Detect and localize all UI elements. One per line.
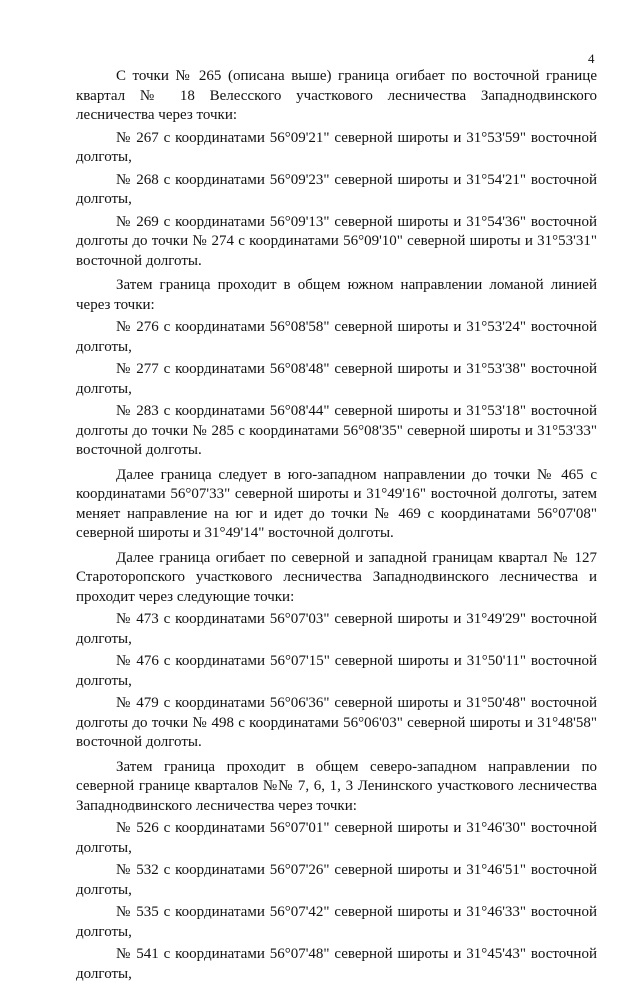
- page-number: 4: [588, 51, 595, 66]
- paragraph-point-269: № 269 с координатами 56°09'13" северной широты и 31°54'36" восточной долготы до точки № 274 с координатами 56°09'10" северной широты и 31°53'31" восточной долготы.: [76, 213, 597, 269]
- paragraph-point-473: № 473 с координатами 56°07'03" северной широты и 31°49'29" восточной долготы,: [76, 611, 597, 647]
- paragraph-point-532: № 532 с координатами 56°07'26" северной широты и 31°46'51" восточной долготы,: [76, 862, 597, 898]
- paragraph-quarter-127: Далее граница огибает по северной и западной границам квартал № 127 Старотoропского участкового лесничества Западнодвинского лесничества и проходит через следующие точки:: [76, 549, 597, 605]
- paragraph-point-535: № 535 с координатами 56°07'42" северной широты и 31°46'33" восточной долготы,: [76, 904, 597, 940]
- paragraph-point-526: № 526 с координатами 56°07'01" северной широты и 31°46'30" восточной долготы,: [76, 820, 597, 856]
- paragraph-point-277: № 277 с координатами 56°08'48" северной широты и 31°53'38" восточной долготы,: [76, 361, 597, 397]
- paragraph-point-276: № 276 с координатами 56°08'58" северной широты и 31°53'24" восточной долготы,: [76, 319, 597, 355]
- paragraph-point-541: № 541 с координатами 56°07'48" северной широты и 31°45'43" восточной долготы,: [76, 946, 597, 982]
- paragraph-point-476: № 476 с координатами 56°07'15" северной широты и 31°50'11" восточной долготы,: [76, 653, 597, 689]
- paragraph-intro: С точки № 265 (описана выше) граница огибает по восточной границе квартал № 18 Велесского участкового лесничества Западнодвинского лесничества через точки:: [76, 68, 597, 123]
- paragraph-point-283: № 283 с координатами 56°08'44" северной широты и 31°53'18" восточной долготы до точки № 285 с координатами 56°08'35" северной широты и 31°53'33" восточной долготы.: [76, 403, 597, 458]
- paragraph-southwest-direction: Далее граница следует в юго-западном направлении до точки № 465 с координатами 56°07'33" северной широты и 31°49'16" восточной долготы, затем меняет направление на юг и идет до точки № 469 с координатами 56°07'08" северной широты и 31°49'14" восточной долготы.: [76, 466, 597, 541]
- document-body: [76, 67, 597, 987]
- paragraph-point-268: № 268 с координатами 56°09'23" северной широты и 31°54'21" восточной долготы,: [76, 171, 597, 207]
- paragraph-northwest-direction: Затем граница проходит в общем северо-западном направлении по северной границе кварталов №№ 7, 6, 1, 3 Ленинского участкового лесничества Западнодвинского лесничества через точки:: [76, 758, 597, 814]
- paragraph-point-479: № 479 с координатами 56°06'36" северной широты и 31°50'48" восточной долготы до точки № 498 с координатами 56°06'03" северной широты и 31°48'58" восточной долготы.: [76, 695, 597, 750]
- paragraph-south-direction: Затем граница проходит в общем южном направлении ломаной линией через точки:: [76, 277, 597, 313]
- paragraph-point-267: № 267 с координатами 56°09'21" северной широты и 31°53'59" восточной долготы,: [76, 129, 597, 165]
